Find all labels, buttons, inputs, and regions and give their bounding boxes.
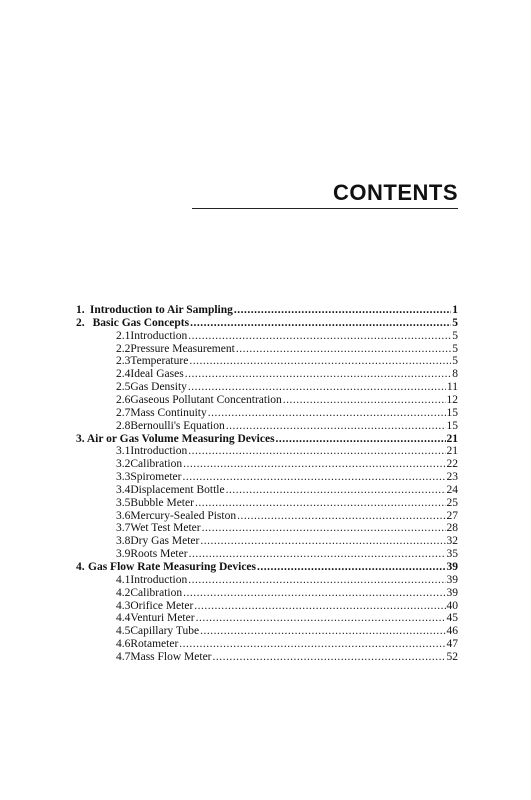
toc-entry-title: Introduction [130,445,188,458]
toc-entry-number: 3. [76,432,85,445]
toc-entry-title: Wet Test Meter [130,522,201,535]
toc-entry-number: 2.3 [116,355,131,368]
toc-entry-title: Orifice Meter [130,599,194,612]
toc-entry-page: 39 [446,586,458,599]
toc-entry-page: 47 [446,638,458,651]
toc-entry-page: 15 [446,419,458,432]
toc-entry-number: 4.3 [116,599,131,612]
toc-entry-title: Introduction [130,573,188,586]
toc-entry-title: Calibration [130,458,183,471]
toc-entry-page: 35 [446,548,458,561]
toc-entry-number: 3.5 [116,496,131,509]
toc-entry-number: 3.1 [116,445,131,458]
toc-entry-page: 52 [446,650,458,663]
toc-entry-number: 2.5 [116,381,131,394]
toc-entry-title: Gas Density [130,381,187,394]
toc-entry-number: 2.1 [116,329,131,342]
toc-entry-page: 46 [446,625,458,638]
toc-entry-page: 22 [446,458,458,471]
toc-entry-page: 32 [446,535,458,548]
toc-entry-number: 4.6 [116,638,131,651]
toc-leader-dots [213,649,446,665]
toc-entry-page: 40 [446,599,458,612]
toc-entry-number: 2.6 [116,393,131,406]
toc-entry-title: Capillary Tube [130,625,200,638]
toc-entry-title: Rotameter [130,638,179,651]
toc-entry-title: Gas Flow Rate Measuring Devices [88,561,257,573]
toc-entry-title: Temperature [130,355,189,368]
toc-entry-page: 24 [446,483,458,496]
toc-entry-title: Displacement Bottle [130,483,225,496]
toc-entry-page: 39 [446,573,458,586]
toc-entry-title: Mercury-Sealed Piston [130,509,237,522]
toc-entry-title: Mass Flow Meter [130,650,212,663]
toc-entry-page: 25 [446,496,458,509]
toc-entry-number: 3.6 [116,509,131,522]
toc-entry-page: 15 [446,406,458,419]
toc-entry-page: 28 [446,522,458,535]
toc-entry-page: 45 [446,612,458,625]
toc-entry-number: 3.4 [116,483,131,496]
toc-entry-number: 2.4 [116,368,131,381]
toc-entry-page: 39 [446,561,458,573]
toc-entry-title: Dry Gas Meter [130,535,200,548]
toc-entry-number: 4. [76,561,85,573]
toc-entry-number: 3.7 [116,522,131,535]
toc-entry-title: Air or Gas Volume Measuring Devices [86,432,275,445]
toc-entry-title: Basic Gas Concepts [92,316,190,329]
toc-entry-number: 1. [76,304,85,316]
toc-entry-page: 5 [452,342,458,355]
toc-entry-number: 3.2 [116,458,131,471]
toc-entry-title: Bubble Meter [130,496,194,509]
toc-entry-number: 2. [76,316,85,329]
toc-entry-title: Bernoulli's Equation [130,419,225,432]
toc-entry-page: 12 [446,393,458,406]
toc-entry-page: 21 [446,432,458,445]
toc-entry-page: 23 [446,471,458,484]
toc-entry-number: 3.3 [116,471,131,484]
toc-section-entry[interactable] [116,649,458,665]
toc-entry-number: 3.8 [116,535,131,548]
toc-entry-page: 11 [446,381,458,394]
toc-entry-number: 3.9 [116,548,131,561]
toc-entry-number: 2.2 [116,342,131,355]
toc-entry-page: 5 [452,316,458,329]
toc-entry-title: Calibration [130,586,183,599]
toc-entry-title: Roots Meter [130,548,188,561]
toc-entry-number: 4.1 [116,573,131,586]
toc-entry-number: 4.2 [116,586,131,599]
toc-entry-number: 4.7 [116,650,131,663]
toc-entry-page: 27 [446,509,458,522]
toc-entry-title: Mass Continuity [130,406,207,419]
toc-entry-title: Introduction to Air Sampling [89,304,233,316]
toc-entry-title: Venturi Meter [130,612,195,625]
toc-entry-number: 2.7 [116,406,131,419]
toc-entry-page: 21 [446,445,458,458]
toc-entry-page: 5 [452,329,458,342]
toc-entry-title: Pressure Measurement [130,342,235,355]
title-rule [192,208,458,209]
toc-entry-title: Ideal Gases [130,368,184,381]
toc-entry-number: 4.4 [116,612,131,625]
toc-entry-page: 8 [452,368,458,381]
toc-entry-title: Spirometer [130,471,182,484]
toc-entry-number: 4.5 [116,625,131,638]
toc-entry-page: 5 [452,355,458,368]
toc-entry-number: 2.8 [116,419,131,432]
page-title: CONTENTS [333,180,458,205]
toc-entry-title: Introduction [130,329,188,342]
toc-entry-page: 1 [452,304,458,316]
toc-entry-title: Gaseous Pollutant Concentration [130,393,282,406]
